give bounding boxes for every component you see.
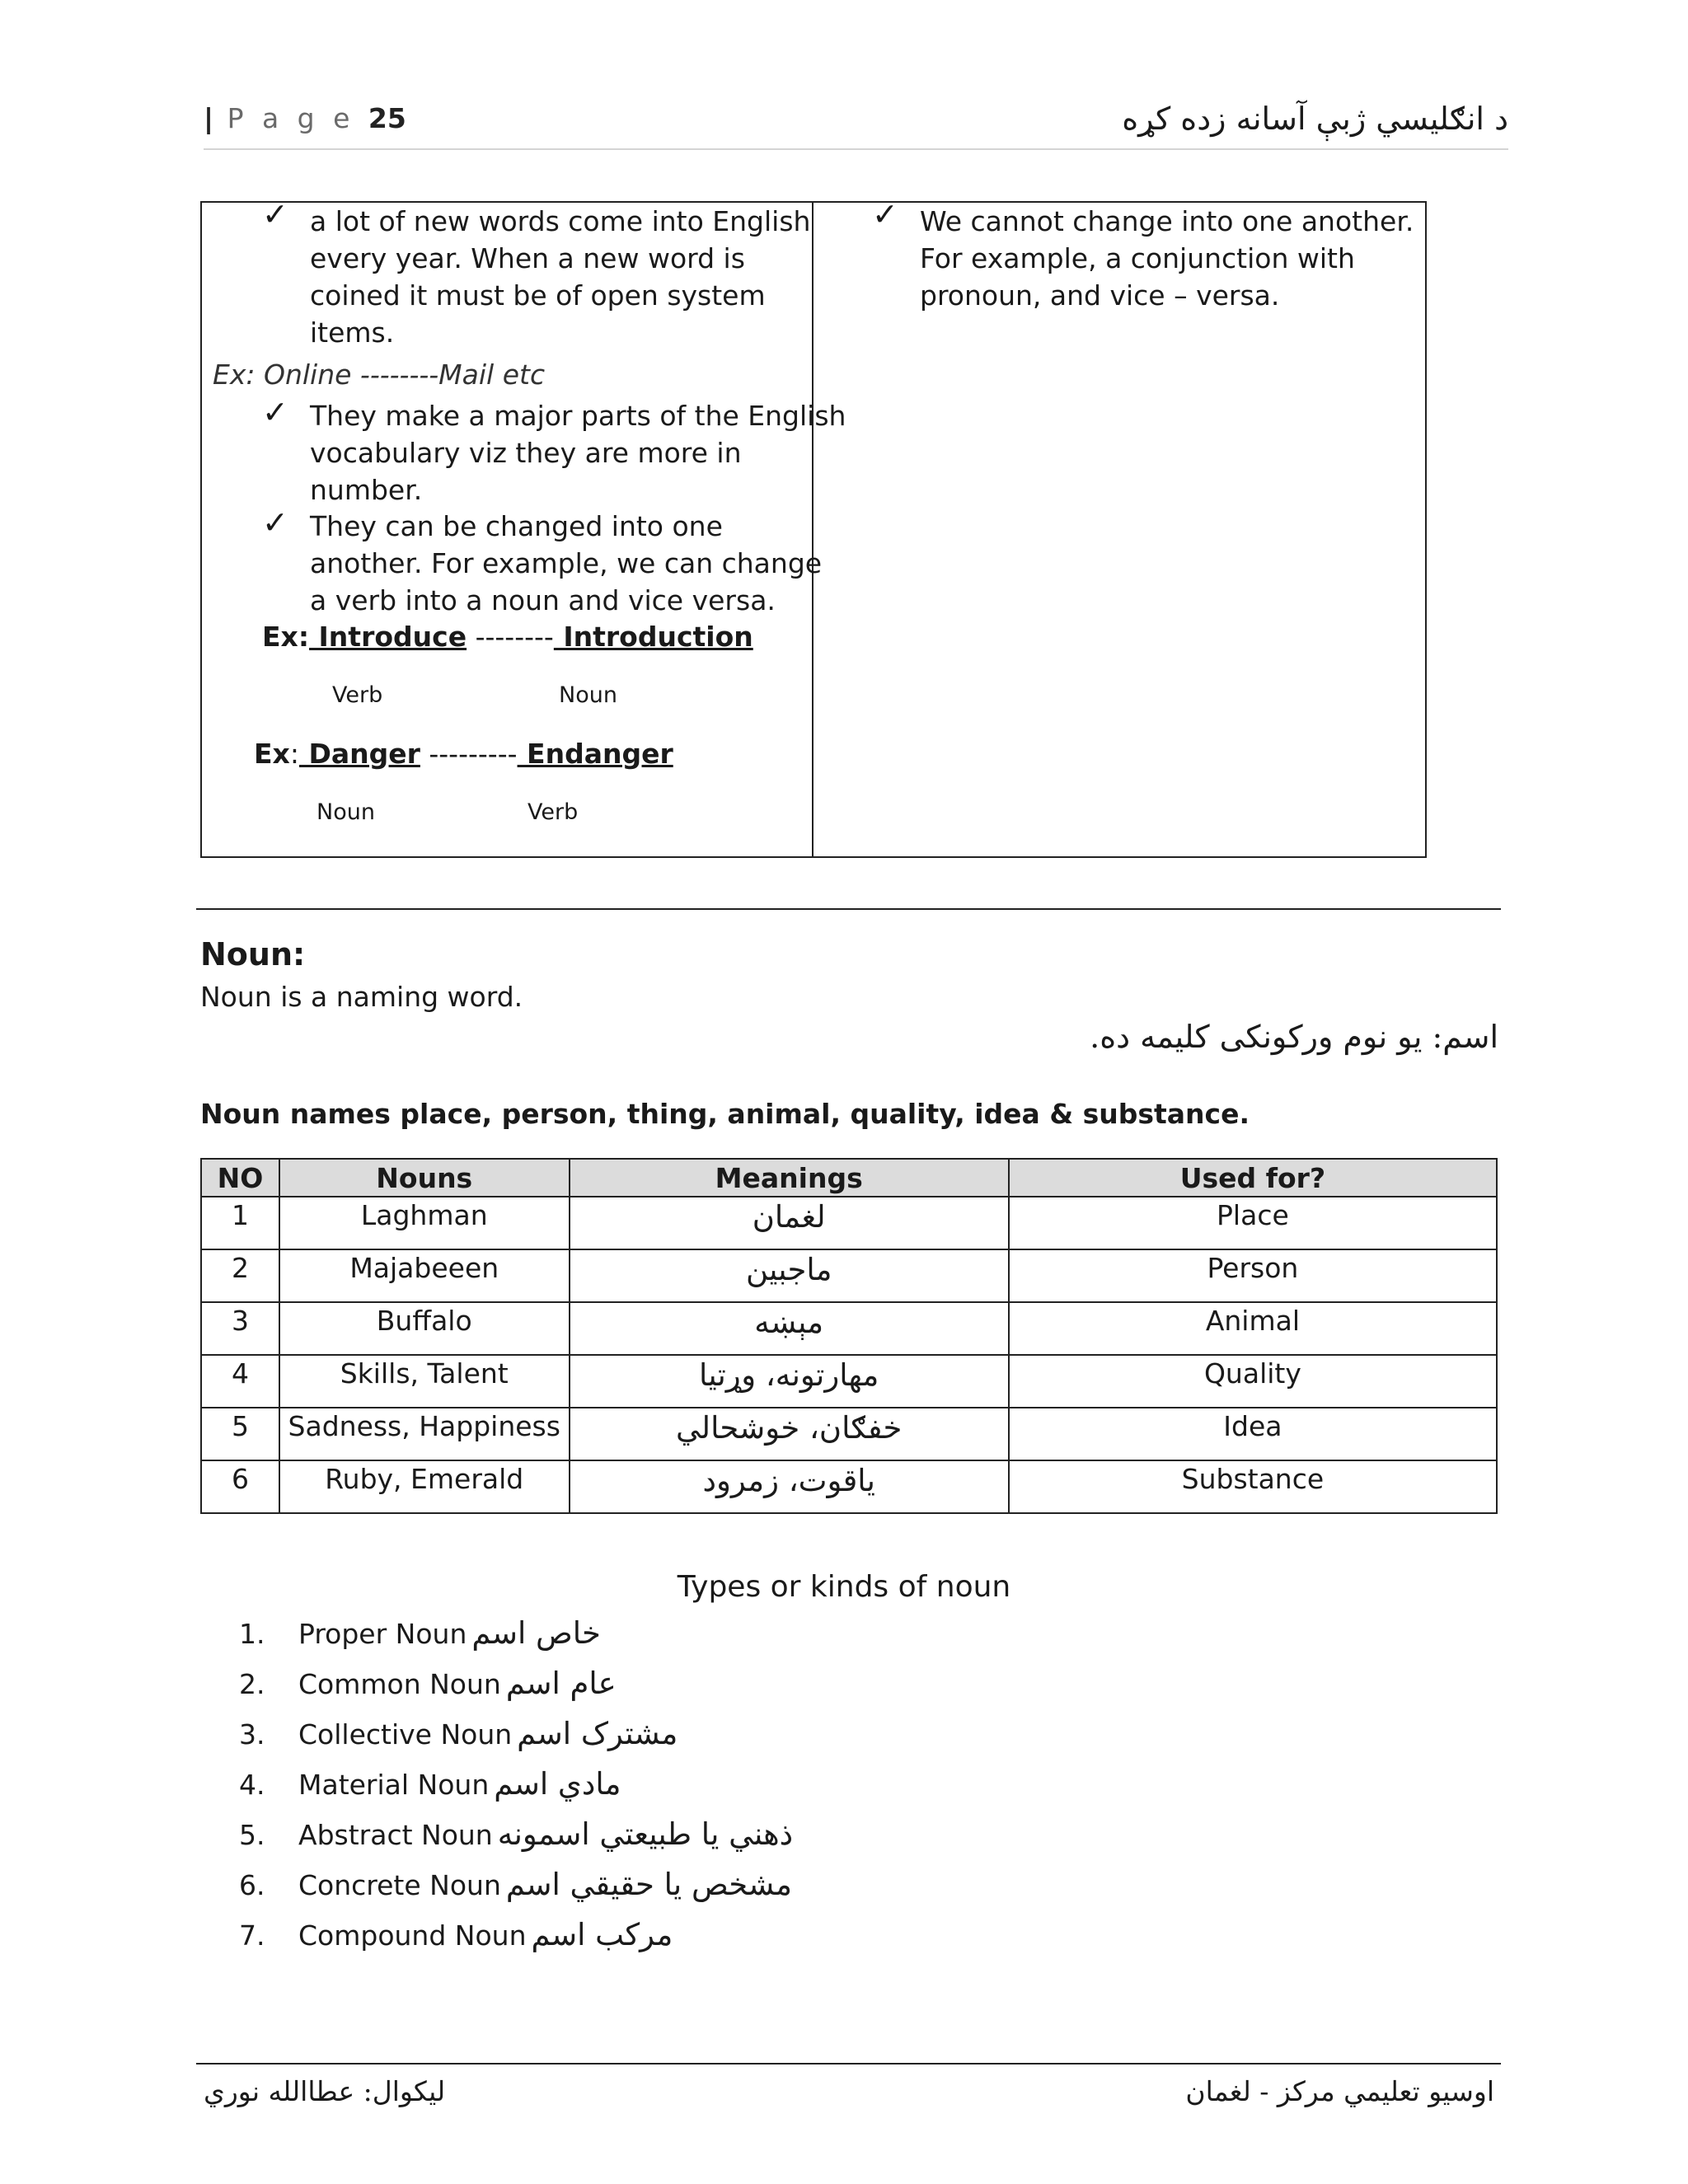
cell-meaning: مېښه [570, 1302, 1009, 1355]
table-row [201, 1302, 1497, 1355]
noun-types-list [239, 1615, 793, 1967]
table-header-row [201, 1159, 1497, 1197]
noun-names-line: Noun names place, person, thing, animal, quality, idea & substance. [200, 1098, 1250, 1130]
column-header-used-for: Used for? [1009, 1159, 1497, 1197]
list-item: 1. Proper Noun خاص اسم [239, 1615, 601, 1651]
noun-definition-pashto: اسم: يو نوم ورکونکی کليمه ده. [1090, 1019, 1498, 1055]
table-row [201, 1355, 1497, 1408]
noun-definition: Noun is a naming word. [200, 981, 523, 1013]
page-number-label: | P a g e 25 [204, 102, 406, 134]
cell-used-for: Place [1009, 1197, 1497, 1249]
book-title: د انګليسي ژبې آسانه زده کړه [1122, 101, 1508, 137]
cell-noun: Ruby, Emerald [279, 1460, 570, 1513]
label-noun: Noun [559, 682, 617, 708]
cell-no: 2 [201, 1249, 279, 1302]
cell-meaning: لغمان [570, 1197, 1009, 1249]
cell-noun: Buffalo [279, 1302, 570, 1355]
cell-no: 6 [201, 1460, 279, 1513]
page-label: P a g e [227, 102, 355, 134]
list-item: 6. Concrete Noun مشخص يا حقيقي اسم [239, 1867, 792, 1902]
cell-noun: Majabeeen [279, 1249, 570, 1302]
types-heading: Types or kinds of noun [677, 1570, 1011, 1604]
cell-no: 3 [201, 1302, 279, 1355]
footer-author: ليکوال: عطاالله نوري [204, 2075, 446, 2107]
example-online-mail: Ex: Online --------Mail etc [213, 359, 546, 391]
checkmark-icon: ✓ [872, 196, 898, 232]
table-row [201, 1197, 1497, 1249]
list-item: 7. Compound Noun مرکب اسم [239, 1917, 673, 1952]
example-introduce-introduction: Ex: Introduce -------- Introduction [262, 621, 753, 653]
page-number: 25 [368, 102, 406, 134]
cell-used-for: Substance [1009, 1460, 1497, 1513]
list-item: 2. Common Noun عام اسم [239, 1666, 617, 1701]
cell-meaning: ماجبين [570, 1249, 1009, 1302]
checkmark-icon: ✓ [262, 196, 288, 232]
section-divider [196, 908, 1501, 910]
table-row [201, 1249, 1497, 1302]
column-header-nouns: Nouns [279, 1159, 570, 1197]
cell-used-for: Animal [1009, 1302, 1497, 1355]
cell-meaning: ياقوت، زمرود [570, 1460, 1009, 1513]
label-noun: Noun [316, 799, 375, 825]
label-verb: Verb [332, 682, 383, 708]
cell-meaning: مهارتونه، وړتيا [570, 1355, 1009, 1408]
table-row [201, 1408, 1497, 1460]
cell-meaning: خفګان، خوشحالي [570, 1408, 1009, 1460]
noun-heading: Noun: [200, 936, 306, 972]
checkmark-icon: ✓ [262, 394, 288, 430]
cell-no: 4 [201, 1355, 279, 1408]
list-item: 4. Material Noun مادي اسم [239, 1766, 621, 1802]
column-header-meanings: Meanings [570, 1159, 1009, 1197]
cell-no: 1 [201, 1197, 279, 1249]
bullet-cannot-change: We cannot change into one another. For example, a conjunction with pronoun, and vice – versa. [920, 205, 1414, 312]
footer-institute: اوسيو تعليمي مرکز - لغمان [1185, 2075, 1494, 2107]
label-verb: Verb [528, 799, 579, 825]
bullet-open-class-new-words: a lot of new words come into English every year. When a new word is coined it must be of open system items. [310, 205, 811, 349]
cell-noun: Laghman [279, 1197, 570, 1249]
column-header-no: NO [201, 1159, 279, 1197]
bullet-major-vocabulary: They make a major parts of the English vocabulary viz they are more in number. [310, 400, 846, 506]
cell-noun: Sadness, Happiness [279, 1408, 570, 1460]
table-row [201, 1460, 1497, 1513]
noun-table [200, 1158, 1498, 1514]
header-divider [204, 148, 1508, 150]
cell-noun: Skills, Talent [279, 1355, 570, 1408]
footer-divider [196, 2063, 1501, 2064]
cell-used-for: Idea [1009, 1408, 1497, 1460]
list-item: 5. Abstract Noun ذهني يا طبيعتي اسمونه [239, 1816, 794, 1852]
cell-no: 5 [201, 1408, 279, 1460]
example-danger-endanger: Ex: Danger --------- Endanger [254, 738, 673, 770]
checkmark-icon: ✓ [262, 504, 288, 541]
cell-used-for: Person [1009, 1249, 1497, 1302]
list-item: 3. Collective Noun مشترک اسم [239, 1716, 678, 1751]
bullet-changeable: They can be changed into one another. For example, we can change a verb into a noun and vice versa. [310, 510, 823, 616]
cell-used-for: Quality [1009, 1355, 1497, 1408]
